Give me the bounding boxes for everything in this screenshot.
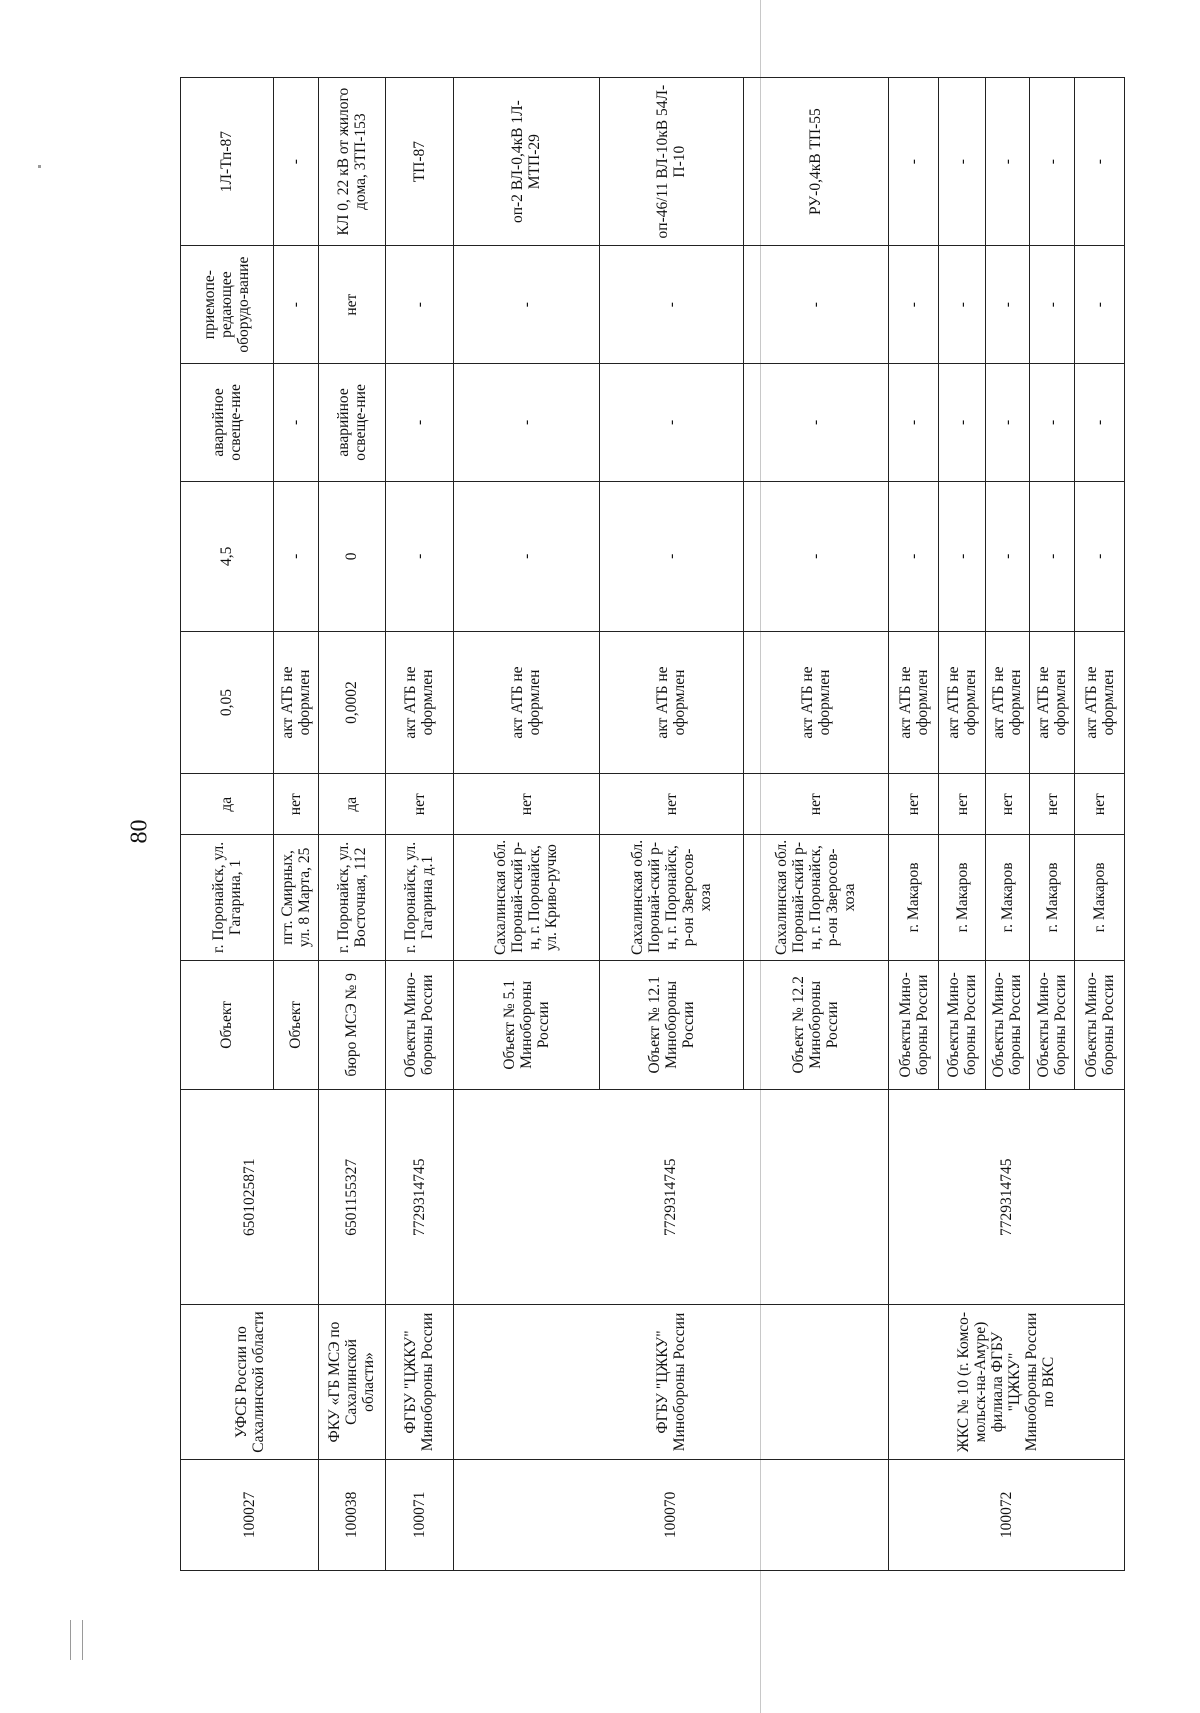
object-cell: бюро МСЭ № 9	[319, 960, 385, 1090]
object-cell: Объекты Мино-бороны России	[1030, 960, 1075, 1090]
power-cell: 0,05	[181, 631, 274, 773]
value-cell: -	[454, 481, 600, 631]
value-cell: -	[985, 481, 1029, 631]
equipment-cell: -	[385, 246, 454, 364]
inn-cell: 6501025871	[181, 1090, 319, 1305]
address-cell: пгт. Смирных, ул. 8 Марта, 25	[273, 835, 318, 960]
source-cell: ТП-87	[385, 78, 454, 246]
id-cell: 100038	[319, 1459, 385, 1570]
object-cell: Объекты Мино-бороны России	[939, 960, 985, 1090]
act-cell: акт АТБ не оформлен	[985, 631, 1029, 773]
lighting-cell: -	[1075, 364, 1125, 482]
value-cell: 0	[319, 481, 385, 631]
flag-cell: да	[319, 774, 385, 835]
source-cell: -	[985, 78, 1029, 246]
flag-cell: да	[181, 774, 274, 835]
value-cell: -	[1030, 481, 1075, 631]
equipment-cell: -	[273, 246, 318, 364]
address-cell: г. Макаров	[939, 835, 985, 960]
act-cell: акт АТБ не оформлен	[273, 631, 318, 773]
equipment-cell: -	[454, 246, 600, 364]
equipment-cell: -	[744, 246, 889, 364]
address-cell: г. Поронайск, ул. Гагарина д.1	[385, 835, 454, 960]
flag-cell: нет	[385, 774, 454, 835]
object-cell: Объект	[273, 960, 318, 1090]
source-cell: оп-46/11 ВЛ-10кВ 54Л-П-10	[599, 78, 744, 246]
equipment-cell: -	[985, 246, 1029, 364]
value-cell: -	[939, 481, 985, 631]
source-cell: -	[1075, 78, 1125, 246]
equipment-cell: -	[599, 246, 744, 364]
object-cell: Объекты Мино-бороны России	[888, 960, 939, 1090]
inn-cell: 7729314745	[888, 1090, 1124, 1305]
id-cell: 100071	[385, 1459, 454, 1570]
lighting-cell: -	[1030, 364, 1075, 482]
lighting-cell: -	[385, 364, 454, 482]
source-cell: -	[939, 78, 985, 246]
value-cell: -	[888, 481, 939, 631]
inn-cell: 7729314745	[454, 1090, 889, 1305]
id-cell: 100027	[181, 1459, 319, 1570]
address-cell: г. Макаров	[1030, 835, 1075, 960]
equipment-cell: -	[1030, 246, 1075, 364]
act-cell: акт АТБ не оформлен	[385, 631, 454, 773]
act-cell: 0,0002	[319, 631, 385, 773]
source-cell: 1Л-Тп-87	[181, 78, 274, 246]
org-cell: ФГБУ "ЦЖКУ" Минобороны России	[385, 1305, 454, 1459]
org-cell: УФСБ России по Сахалинской области	[181, 1305, 319, 1459]
address-cell: Сахалинская обл. Поронай-ский р-н, г. Поронайск, р-он Зверосов-хоза	[744, 835, 889, 960]
lighting-cell: -	[888, 364, 939, 482]
flag-cell: нет	[1075, 774, 1125, 835]
lighting-cell: аварийное освеще-ние	[319, 364, 385, 482]
id-cell: 100072	[888, 1459, 1124, 1570]
act-cell: акт АТБ не оформлен	[939, 631, 985, 773]
rotated-table-wrapper	[180, 77, 1125, 1571]
source-cell: -	[273, 78, 318, 246]
source-cell: -	[888, 78, 939, 246]
lighting-cell: -	[744, 364, 889, 482]
value-cell: -	[385, 481, 454, 631]
lighting-cell: -	[985, 364, 1029, 482]
lighting-cell: аварийное освеще-ние	[181, 364, 274, 482]
act-cell: акт АТБ не оформлен	[599, 631, 744, 773]
equipment-cell: -	[939, 246, 985, 364]
flag-cell: нет	[744, 774, 889, 835]
org-cell: ФГБУ "ЦЖКУ" Минобороны России	[454, 1305, 889, 1459]
page-number: 80	[126, 819, 153, 844]
act-cell: акт АТБ не оформлен	[1030, 631, 1075, 773]
equipment-cell: -	[888, 246, 939, 364]
value-cell: -	[744, 481, 889, 631]
flag-cell: нет	[985, 774, 1029, 835]
inn-cell: 7729314745	[385, 1090, 454, 1305]
address-cell: г. Макаров	[888, 835, 939, 960]
address-cell: г. Макаров	[985, 835, 1029, 960]
objects-table	[180, 77, 1125, 1571]
table-row	[454, 78, 600, 1571]
flag-cell: нет	[599, 774, 744, 835]
equipment-cell: -	[1075, 246, 1125, 364]
org-cell: ФКУ «ГБ МСЭ по Сахалинской области»	[319, 1305, 385, 1459]
act-cell: акт АТБ не оформлен	[888, 631, 939, 773]
flag-cell: нет	[888, 774, 939, 835]
flag-cell: нет	[273, 774, 318, 835]
scan-mark	[38, 165, 41, 168]
source-cell: РУ-0,4кВ ТП-55	[744, 78, 889, 246]
address-cell: Сахалинская обл. Поронай-ский р-н, г. Поронайск, ул. Криво-ручко	[454, 835, 600, 960]
table-row	[888, 78, 939, 1571]
lighting-cell: -	[939, 364, 985, 482]
object-cell: Объекты Мино-бороны России	[985, 960, 1029, 1090]
act-cell: акт АТБ не оформлен	[1075, 631, 1125, 773]
equipment-cell: нет	[319, 246, 385, 364]
id-cell: 100070	[454, 1459, 889, 1570]
lighting-cell: -	[273, 364, 318, 482]
value-cell: -	[599, 481, 744, 631]
lighting-cell: -	[454, 364, 600, 482]
address-cell: Сахалинская обл. Поронай-ский р-н, г. Поронайск, р-он Зверосов-хоза	[599, 835, 744, 960]
source-cell: оп-2 ВЛ-0,4кВ 1Л-МТП-29	[454, 78, 600, 246]
object-cell: Объект № 5.1 Минобороны России	[454, 960, 600, 1090]
act-cell: акт АТБ не оформлен	[454, 631, 600, 773]
object-cell: Объекты Мино-бороны России	[385, 960, 454, 1090]
source-cell: КЛ 0, 22 кВ от жилого дома, 3ТП-153	[319, 78, 385, 246]
address-cell: г. Поронайск, ул. Восточная, 112	[319, 835, 385, 960]
object-cell: Объекты Мино-бороны России	[1075, 960, 1125, 1090]
flag-cell: нет	[939, 774, 985, 835]
value-cell: -	[273, 481, 318, 631]
org-cell: ЖКС № 10 (г. Комсо-мольск-на-Амуре) филиала ФГБУ "ЦЖКУ" Минобороны России по ВКС	[888, 1305, 1124, 1459]
value-cell: -	[1075, 481, 1125, 631]
table-row	[385, 78, 454, 1571]
table-row	[319, 78, 385, 1571]
lighting-cell: -	[599, 364, 744, 482]
scan-mark	[82, 1620, 83, 1660]
address-cell: г. Макаров	[1075, 835, 1125, 960]
address-cell: г. Поронайск, ул. Гагарина, 1	[181, 835, 274, 960]
act-cell: акт АТБ не оформлен	[744, 631, 889, 773]
table-row	[181, 78, 274, 1571]
source-cell: -	[1030, 78, 1075, 246]
scan-mark	[70, 1620, 71, 1660]
equipment-cell: приемопе-редающее оборудо-вание	[181, 246, 274, 364]
inn-cell: 6501155327	[319, 1090, 385, 1305]
value-cell: 4,5	[181, 481, 274, 631]
flag-cell: нет	[454, 774, 600, 835]
flag-cell: нет	[1030, 774, 1075, 835]
object-cell: Объект № 12.2 Минобороны России	[744, 960, 889, 1090]
object-cell: Объект № 12.1 Минобороны России	[599, 960, 744, 1090]
object-cell: Объект	[181, 960, 274, 1090]
